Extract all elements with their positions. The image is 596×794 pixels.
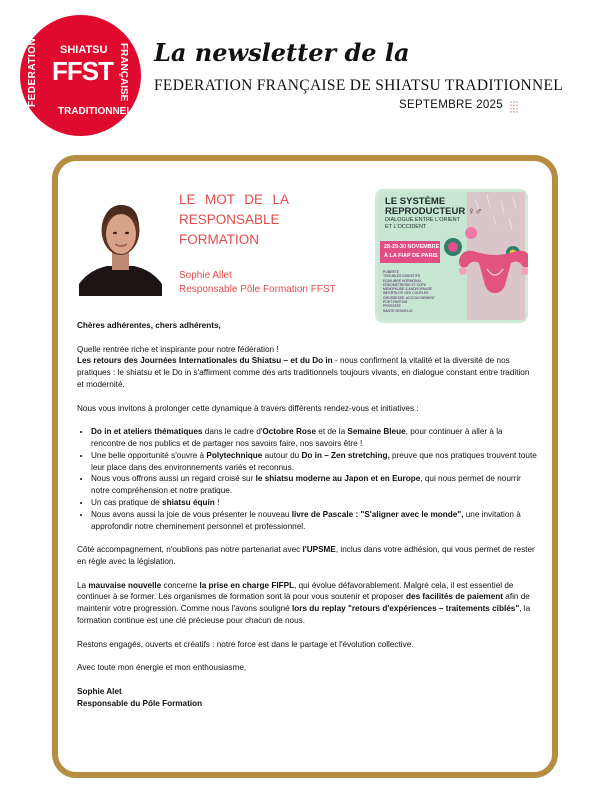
bold-text: Les retours des Journées Internationales du Shiatsu – et du Do in xyxy=(77,356,333,366)
bold-text: le shiatsu moderne au Japon et en Europe xyxy=(255,474,421,484)
bold-text: des facilités de paiement xyxy=(406,592,503,602)
text: afin de maintenir votre progression. Comme nous l'avons souligné xyxy=(77,592,530,614)
title-line: RESPONSABLE xyxy=(179,212,280,227)
text: autour du xyxy=(262,450,302,460)
poster-dates: 28-29-30 NOVEMBRE xyxy=(384,244,440,250)
logo-text-francaise: FRANÇAISE xyxy=(118,43,129,102)
paragraph xyxy=(77,344,537,391)
poster-title xyxy=(385,197,482,217)
signature-role: Responsable du Pôle Formation xyxy=(77,698,203,708)
paragraph xyxy=(77,580,537,627)
bold-text: Do in et ateliers thématiques xyxy=(91,427,203,437)
logo-text-traditionnel: TRADITIONNEL xyxy=(58,106,133,117)
paragraph: Restons engagés, ouverts et créatifs : notre force est dans le partage et l'évolution collective. xyxy=(77,639,414,649)
bold-text: Do in – Zen stretching, xyxy=(301,450,390,460)
initiatives-list xyxy=(77,426,537,532)
text: dans le cadre d' xyxy=(202,427,263,437)
bold-text: Polytechnique xyxy=(206,450,263,460)
bold-text: la prise en charge FIFPL xyxy=(199,580,295,590)
poster-title-line: LE SYSTÈME xyxy=(385,196,446,207)
bold-text: l'UPSME xyxy=(302,545,336,555)
text: , pour continuer à aller à la rencontre de nos publics et de partager nos savoirs faire, nos savoirs être ! xyxy=(91,427,503,448)
title-line: FORMATION xyxy=(179,232,259,247)
issue-date: SEPTEMBRE 2025 xyxy=(399,99,503,111)
text: preuve que nos pratiques trouvent toute leur place dans des environnements variés et reconnus. xyxy=(91,450,537,472)
portrait-illustration xyxy=(79,192,162,296)
list-item xyxy=(91,450,537,474)
paragraph: Avec toute mon énergie et mon enthousiasme, xyxy=(77,663,247,673)
text: - nous confirment la vitalité et la diversité de nos pratiques : le shiatsu et le Do in s'affirment comme des arts traditionnels toujours vivants, en dialogue constant entre tradition et modernité. xyxy=(77,356,530,389)
list-item xyxy=(91,509,537,533)
poster-title-line: REPRODUCTEUR ♀♂ xyxy=(385,206,483,217)
paragraph: Nous vous invitons à prolonger cette dynamique à travers différents rendez-vous et initiatives : xyxy=(77,403,419,413)
ffst-logo xyxy=(20,15,141,136)
bold-text: mauvaise nouvelle xyxy=(88,580,162,590)
poster-subtitle-line: DIALOGUE ENTRE L'ORIENT xyxy=(385,217,461,223)
poster-program: PUBERTE TROUBLES DIGESTIFS EQUILIBRE HORMONAL ENDOMETRIOSE ET SOPK MENOPAUSE & ANDROPAUSE INFERTILITE DES COUPLES GROSSESSE, ACCOUCHEMENT POST-PARTUM PROSTATE SANTE SEXUELLE xyxy=(383,270,435,313)
author-name: Sophie Allet xyxy=(179,270,232,281)
text: concerne xyxy=(161,580,200,590)
signature-name: Sophie Alet xyxy=(77,686,122,696)
poster-dates-banner xyxy=(380,241,440,263)
text: Quelle rentrée riche et inspirante pour notre fédération ! xyxy=(77,344,279,354)
greeting: Chères adhérentes, chers adhérents, xyxy=(77,321,221,330)
section-title xyxy=(179,190,289,250)
bold-text: livre de Pascale : "S'aligner avec le monde", xyxy=(291,509,464,519)
text: , inclus dans votre adhésion, qui vous permet de rester en règle avec la législation. xyxy=(77,545,535,566)
letter-body xyxy=(77,320,537,709)
text: et de la xyxy=(316,427,348,437)
author-block xyxy=(179,269,336,297)
text: Nous avons aussi la joie de vous présenter le nouveau xyxy=(91,509,292,519)
logo-text-shiatsu: SHIATSU xyxy=(60,44,108,56)
text: Un cas pratique de xyxy=(91,497,163,507)
text: , qui évolue défavorablement. Malgré cela, il est essentiel de continuer à se former. Les organismes de formation sont là pour vous soutenir et proposer xyxy=(77,580,514,602)
poster-subtitle xyxy=(385,217,460,230)
paragraph xyxy=(77,544,537,568)
title-line: LE MOT DE LA xyxy=(179,192,289,207)
text: , la formation continue est une clé précieuse pour chacun de nous. xyxy=(77,604,531,625)
decorative-dots-icon xyxy=(509,100,519,114)
bold-text: shiatsu équin xyxy=(162,497,215,507)
text: Côté accompagnement, n'oublions pas notre partenariat avec xyxy=(77,545,303,555)
text: une invitation à approfondir notre cheminement personnel et professionnel. xyxy=(91,509,521,531)
author-role: Responsable Pôle Formation FFST xyxy=(179,284,336,295)
text: Une belle opportunité s'ouvre à xyxy=(91,450,207,460)
text: Nous vous offrons aussi un regard croisé sur xyxy=(91,474,256,484)
bold-text: lors du replay "retours d'expériences – traitements ciblés" xyxy=(292,604,520,614)
text: , qui nous permet de nourrir notre compréhension et notre pratique. xyxy=(91,474,521,496)
federation-name: FEDERATION FRANÇAISE DE SHIATSU TRADITIONNEL xyxy=(154,77,564,94)
list-item xyxy=(91,473,537,497)
logo-text-ffst: FFST xyxy=(52,56,113,86)
event-poster xyxy=(375,189,528,323)
list-item xyxy=(91,497,537,509)
author-portrait xyxy=(79,192,162,296)
bold-text: Octobre Rose xyxy=(262,427,316,437)
newsletter-title: La newsletter de la xyxy=(154,38,410,67)
text: ! xyxy=(214,497,220,507)
poster-subtitle-line: ET L'OCCIDENT xyxy=(385,223,427,230)
list-item xyxy=(91,426,537,450)
bold-text: Semaine Bleue xyxy=(347,427,406,437)
logo-text-federation: FEDERATION xyxy=(27,37,38,107)
text: La xyxy=(77,580,89,590)
poster-venue: À LA FIAP DE PARIS xyxy=(384,253,438,259)
